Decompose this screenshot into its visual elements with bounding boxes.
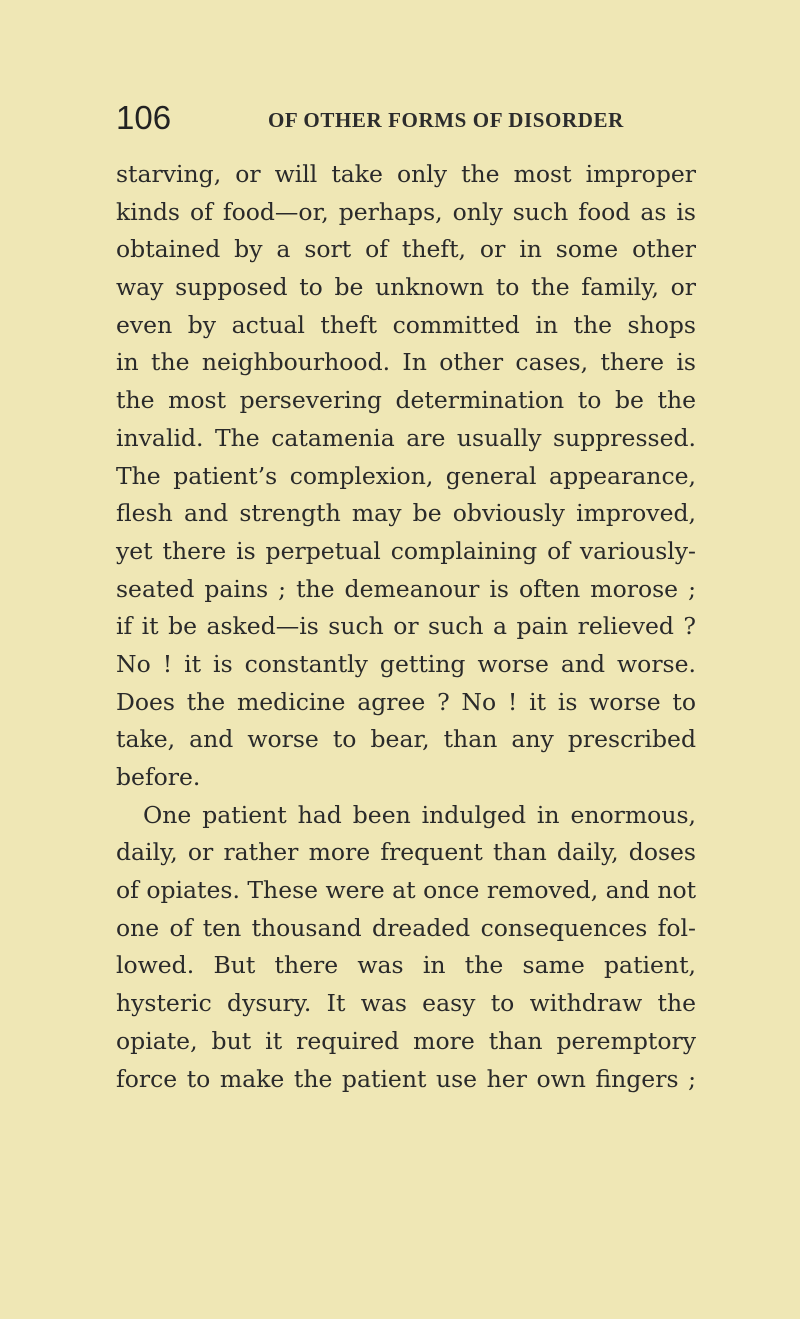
text-line: the most persevering determination to be the xyxy=(116,386,696,415)
text-line: even by actual theft committed in the shops xyxy=(116,310,696,339)
page-header xyxy=(116,100,716,136)
text-line: The patient’s complexion, general appearance, xyxy=(116,461,696,490)
text-line: in the neighbourhood. In other cases, there is xyxy=(116,348,696,377)
text-line: hysteric dysury. It was easy to withdraw the xyxy=(116,989,696,1018)
text-line: Does the medicine agree ? No ! it is worse to xyxy=(116,687,696,716)
text-line: daily, or rather more frequent than daily, doses xyxy=(116,838,696,867)
text-line-paragraph-end: before. xyxy=(116,763,201,791)
text-line: force to make the patient use her own fingers ; xyxy=(116,1064,696,1093)
text-line: way supposed to be unknown to the family, or xyxy=(116,273,696,302)
text-line: flesh and strength may be obviously improved, xyxy=(116,499,696,528)
text-line: kinds of food—or, perhaps, only such food as is xyxy=(116,197,696,226)
text-line: No ! it is constantly getting worse and worse. xyxy=(116,649,696,678)
text-line: invalid. The catamenia are usually suppressed. xyxy=(116,423,696,452)
text-line: seated pains ; the demeanour is often morose ; xyxy=(116,574,696,603)
running-head: OF OTHER FORMS OF DISORDER xyxy=(268,108,624,132)
text-line: one of ten thousand dreaded consequences fol- xyxy=(116,913,696,942)
text-line: opiate, but it required more than peremptory xyxy=(116,1026,696,1055)
text-line: obtained by a sort of theft, or in some other xyxy=(116,235,696,264)
text-line: of opiates. These were at once removed, and not xyxy=(116,876,697,905)
text-line: starving, or will take only the most improper xyxy=(116,160,696,188)
page-number: 106 xyxy=(116,99,172,136)
text-line: lowed. But there was in the same patient, xyxy=(116,951,696,980)
text-line-paragraph-start: One patient had been indulged in enormous, xyxy=(143,800,696,829)
body-text xyxy=(116,156,696,1098)
text-line: take, and worse to bear, than any prescribed xyxy=(116,725,696,754)
text-line: yet there is perpetual complaining of variously- xyxy=(116,536,696,565)
text-line: if it be asked—is such or such a pain relieved ? xyxy=(116,612,696,641)
